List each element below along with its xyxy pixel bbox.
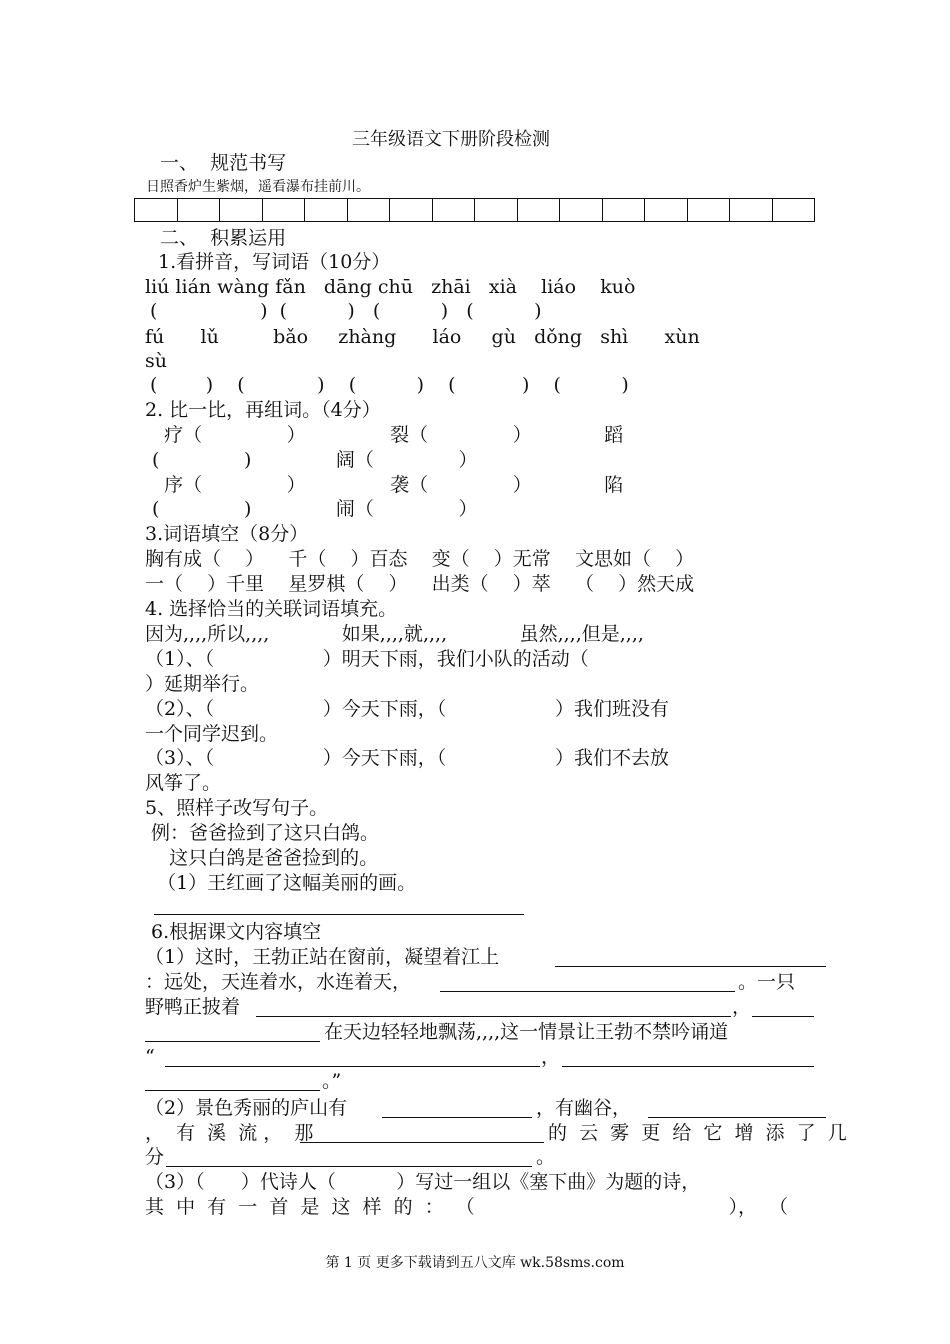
- q6-blank-6[interactable]: [165, 1066, 540, 1067]
- q6-title: 6.根据课文内容填空: [145, 921, 322, 943]
- q4-title: 4. 选择恰当的关联词语填充。: [145, 598, 398, 620]
- q6-p3-line1[interactable]: （3）（ ）代诗人（ ）写过一组以《塞下曲》为题的诗，: [145, 1171, 701, 1193]
- q6-blank-1[interactable]: [555, 966, 826, 967]
- q6-p1-line2a: ：远处，天连着水，水连着天，: [145, 971, 412, 993]
- q4-options: 因为,,,,所以,,,, 如果,,,,就,,,, 虽然,,,,但是,,,,: [145, 623, 644, 645]
- q2-row4[interactable]: ( ) 闹（ ）: [152, 498, 478, 520]
- section2-heading: 二、 积累运用: [160, 227, 287, 249]
- q5-example-2: 这只白鸽是爸爸捡到的。: [145, 847, 379, 869]
- q6-p1-line6: 。”: [322, 1070, 342, 1092]
- q6-p1-line3a: 野鸭正披着: [145, 996, 241, 1018]
- q2-row3[interactable]: 序（ ） 袭（ ） 陷: [152, 474, 624, 496]
- q6-blank-11[interactable]: [300, 1142, 544, 1143]
- q4-s2-line1[interactable]: （2）、（ ）今天下雨，（ ）我们班没有: [145, 698, 670, 720]
- q5-item-1: （1）王红画了这幅美丽的画。: [145, 872, 417, 894]
- q4-s3-line1[interactable]: （3）、（ ）今天下雨，（ ）我们不去放: [145, 747, 670, 769]
- q6-p2-line1a: （2）景色秀丽的庐山有: [145, 1097, 348, 1119]
- q6-blank-7[interactable]: [562, 1066, 814, 1067]
- q6-blank-5[interactable]: [145, 1041, 320, 1042]
- grid-cell[interactable]: [475, 199, 518, 221]
- q6-p2-line2b: 的 云 雾 更 给 它 增 添 了 几: [548, 1122, 847, 1144]
- q1-blanks-row1[interactable]: ( ) ( ) ( ) ( ): [150, 300, 542, 322]
- q1-pinyin-row2: fú lǔ bǎo zhàng láo gù dǒng shì xùn: [145, 326, 700, 348]
- q1-pinyin-row2-wrap: sù: [145, 350, 167, 372]
- q6-blank-4[interactable]: [752, 1016, 814, 1017]
- q6-p1-line2b: 。一只: [738, 971, 796, 993]
- q6-blank-9[interactable]: [382, 1117, 532, 1118]
- q6-p3-line2[interactable]: 其 中 有 一 首 是 这 样 的 ： （ ）， （: [145, 1196, 789, 1218]
- q6-p2-line3a: 分: [145, 1146, 165, 1168]
- section1-heading: 一、 规范书写: [160, 152, 287, 174]
- q6-p1-line1: （1）这时，王勃正站在窗前，凝望着江上: [145, 946, 500, 968]
- q6-p1-line5a: “: [145, 1046, 155, 1068]
- grid-cell[interactable]: [390, 199, 433, 221]
- grid-cell[interactable]: [433, 199, 476, 221]
- q6-blank-12[interactable]: [166, 1166, 532, 1167]
- q6-blank-2[interactable]: [440, 991, 735, 992]
- q4-s3-line2: 风筝了。: [145, 772, 222, 794]
- grid-cell[interactable]: [730, 199, 773, 221]
- q5-answer-line[interactable]: [154, 914, 524, 915]
- q3-row2[interactable]: 一（ ）千里 星罗棋（ ） 出类（ ）萃 （ ）然天成: [145, 573, 695, 595]
- grid-cell[interactable]: [305, 199, 348, 221]
- q5-example-1: 例：爸爸捡到了这只白鸽。: [145, 822, 380, 844]
- q6-p1-line3b: ，: [732, 996, 752, 1018]
- writing-grid[interactable]: [134, 198, 815, 222]
- q6-blank-10[interactable]: [648, 1117, 826, 1118]
- q6-p2-line3b: 。: [536, 1146, 556, 1168]
- q1-blanks-row2[interactable]: ( ) ( ) ( ) ( ) ( ): [150, 374, 629, 396]
- q3-row1[interactable]: 胸有成（ ） 千（ ）百态 变（ ）无常 文思如（ ）: [145, 548, 695, 570]
- grid-cell[interactable]: [773, 199, 815, 221]
- q4-s1-line2: ）延期举行。: [145, 673, 260, 695]
- copy-text: 日照香炉生紫烟，遥看瀑布挂前川。: [146, 179, 370, 195]
- grid-cell[interactable]: [135, 199, 178, 221]
- q5-title: 5、照样子改写句子。: [145, 797, 329, 819]
- q6-p1-line4: 在天边轻轻地飘荡,,,,这一情景让王勃不禁吟诵道: [324, 1021, 729, 1043]
- q3-title: 3.词语填空（8分）: [145, 523, 309, 545]
- q2-row2[interactable]: ( ) 阔（ ）: [152, 449, 478, 471]
- q2-title: 2. 比一比，再组词。（4分）: [145, 399, 381, 421]
- grid-cell[interactable]: [518, 199, 561, 221]
- q1-title: 1.看拼音，写词语（10分）: [158, 251, 391, 273]
- q6-p2-line2a: ， 有 溪 流 ， 那: [145, 1122, 314, 1144]
- grid-cell[interactable]: [603, 199, 646, 221]
- q6-p1-line5b: ，: [541, 1046, 561, 1068]
- q4-s2-line2: 一个同学迟到。: [145, 723, 279, 745]
- q6-blank-8[interactable]: [145, 1090, 320, 1091]
- q4-s1-line1[interactable]: （1）、（ ）明天下雨，我们小队的活动（: [145, 648, 589, 670]
- grid-cell[interactable]: [348, 199, 391, 221]
- q6-p2-line1b: ，有幽谷，: [536, 1097, 632, 1119]
- page-footer: 第 1 页 更多下载请到五八文库 wk.58sms.com: [325, 1255, 625, 1271]
- page-title: 三年级语文下册阶段检测: [352, 129, 550, 150]
- grid-cell[interactable]: [560, 199, 603, 221]
- grid-cell[interactable]: [263, 199, 306, 221]
- grid-cell[interactable]: [220, 199, 263, 221]
- q6-blank-3[interactable]: [256, 1016, 731, 1017]
- q2-row1[interactable]: 疗（ ） 裂（ ） 蹈: [152, 424, 624, 446]
- q1-pinyin-row1: liú lián wàng fǎn dāng chū zhāi xià liáo kuò: [145, 276, 636, 298]
- grid-cell[interactable]: [178, 199, 221, 221]
- grid-cell[interactable]: [645, 199, 688, 221]
- grid-cell[interactable]: [688, 199, 731, 221]
